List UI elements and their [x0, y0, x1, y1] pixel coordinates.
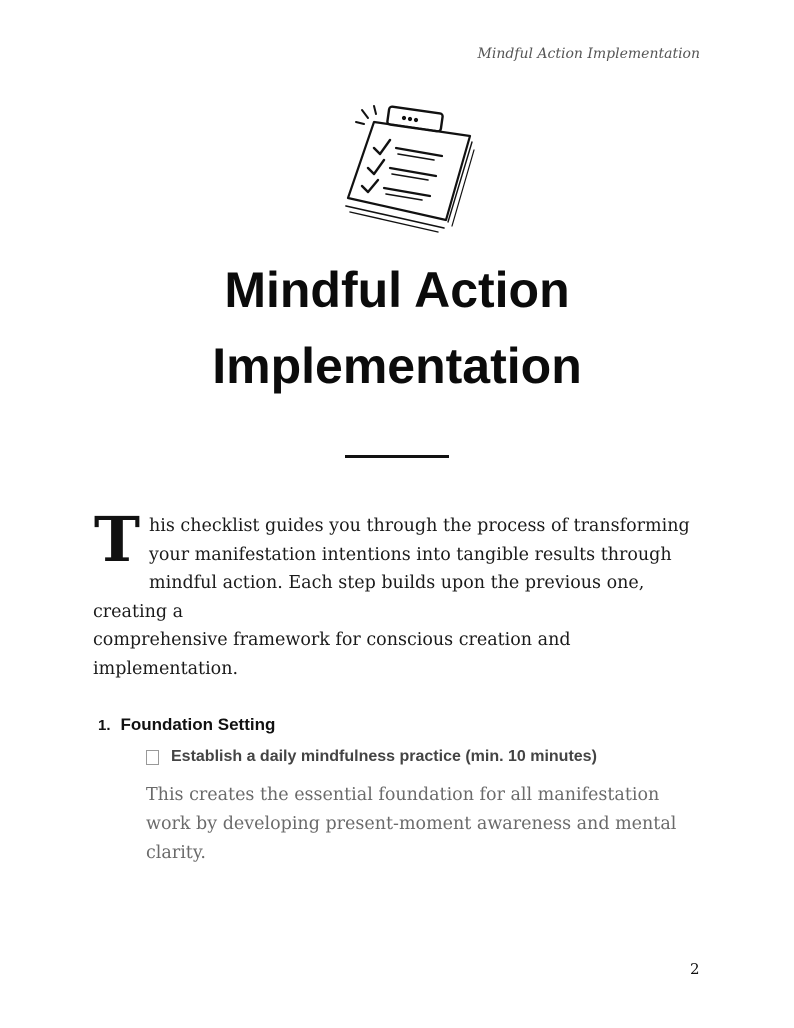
- section-title: Foundation Setting: [120, 715, 276, 734]
- clipboard-checklist-icon: [338, 102, 478, 234]
- page-title-line-1: Mindful Action: [224, 262, 570, 318]
- task-label: Establish a daily mindfulness practice (min. 10 minutes): [171, 748, 597, 765]
- running-header: Mindful Action Implementation: [477, 46, 700, 62]
- section-number: 1.: [98, 717, 111, 734]
- task-checkbox[interactable]: [146, 750, 159, 765]
- page-title-line-2: Implementation: [212, 338, 582, 394]
- task-description: [146, 781, 706, 868]
- page-title: [0, 252, 794, 404]
- intro-line: implementation.: [93, 658, 239, 679]
- intro-line: creating a: [93, 601, 184, 622]
- intro-paragraph: [93, 503, 705, 683]
- intro-line: his checklist guides you through the process of transforming: [149, 516, 690, 536]
- page-number: 2: [690, 960, 700, 978]
- task-description-line: clarity.: [146, 843, 206, 863]
- intro-line: your manifestation intentions into tangible results through: [149, 544, 672, 565]
- task-description-line: This creates the essential foundation for all manifestation: [146, 785, 660, 805]
- section-heading: [98, 715, 275, 735]
- title-divider: [345, 455, 449, 458]
- drop-cap: T: [93, 503, 141, 576]
- task-description-line: work by developing present-moment awareness and mental: [146, 814, 677, 834]
- checklist-item: [146, 748, 597, 766]
- intro-line: mindful action. Each step builds upon the previous one,: [149, 573, 645, 593]
- intro-line: comprehensive framework for conscious creation and: [93, 630, 571, 650]
